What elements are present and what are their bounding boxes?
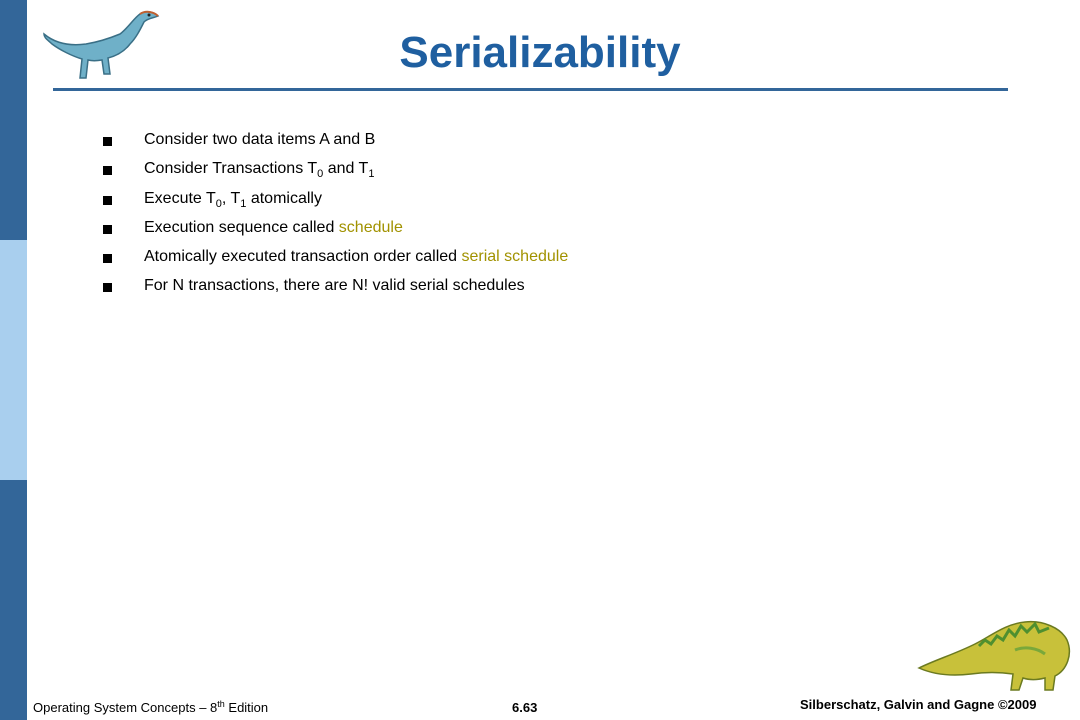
- bullet-square-icon: [103, 283, 112, 292]
- bullet-text: Consider two data items A and B: [144, 131, 376, 148]
- bullet-text: Execute $T_0$, $T_1$ atomically: [144, 189, 322, 210]
- sidebar-band-bottom: [0, 480, 27, 720]
- footer-book-title: Operating System Concepts – 8th Edition: [33, 699, 269, 715]
- bullet-square-icon: [103, 196, 112, 205]
- list-item: [0, 276, 1040, 305]
- bullet-text: Execution sequence called schedule: [144, 218, 403, 236]
- bullet-square-icon: [103, 137, 112, 146]
- title-divider: [53, 88, 1008, 91]
- dinosaur-bottom-right-icon: [915, 610, 1075, 700]
- highlight-term: serial schedule: [461, 248, 569, 266]
- list-item: [0, 247, 1040, 276]
- bullet-square-icon: [103, 254, 112, 263]
- list-item: [0, 189, 1040, 218]
- highlight-term: schedule: [338, 218, 403, 236]
- page-title: Serializability: [399, 28, 681, 77]
- list-item: [0, 130, 1040, 159]
- bullet-text: Atomically executed transaction order called serial schedule: [144, 248, 569, 266]
- bullet-square-icon: [103, 166, 112, 175]
- bullet-text: For N transactions, there are N! valid serial schedules: [144, 277, 525, 295]
- bullet-list: [0, 130, 1040, 306]
- footer-authors: Silberschatz, Galvin and Gagne ©2009: [800, 697, 1037, 712]
- list-item: [0, 159, 1040, 188]
- list-item: [0, 218, 1040, 247]
- footer-page-number: 6.63: [512, 700, 538, 715]
- bullet-text: Consider Transactions $T_0$ and $T_1$: [144, 160, 375, 181]
- bullet-square-icon: [103, 225, 112, 234]
